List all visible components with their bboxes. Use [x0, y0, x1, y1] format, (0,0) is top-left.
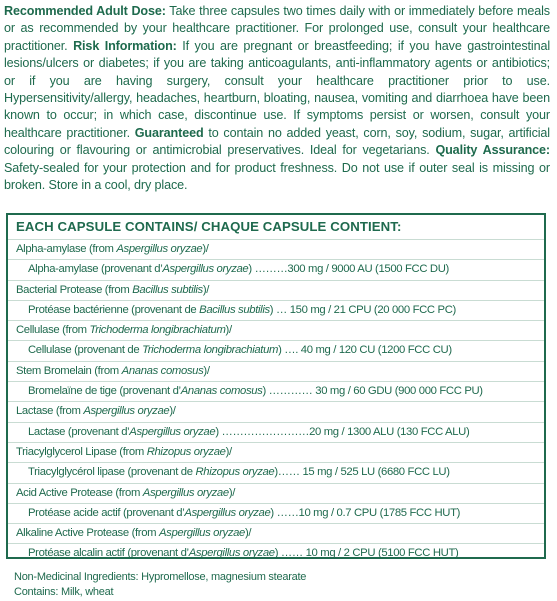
- ingredient-row-fr: [8, 381, 544, 401]
- species-name: Aspergillus oryzae: [162, 263, 249, 276]
- ingredient-text: )…… 15 mg / 525 LU (6680 FCC LU): [274, 466, 450, 479]
- dose-heading: Quality Assurance:: [435, 143, 550, 158]
- dose-text: to contain no added yeast, corn, soy, sodium, sugar, artificial colouring or flavouring or antimicrobial preservatives. Ideal for vegetarians.: [4, 125, 550, 158]
- ingredient-text: Cellulase (from: [16, 324, 90, 337]
- species-name: Aspergillus oryzae: [184, 506, 271, 519]
- ingredient-text: ) …… 10 mg / 2 CPU (5100 FCC HUT): [274, 547, 459, 560]
- ingredient-text: ) ……10 mg / 0.7 CPU (1785 FCC HUT): [270, 506, 461, 519]
- ingredient-text: Stem Bromelain (from: [16, 364, 122, 377]
- ingredient-text: Triacylglycerol Lipase (from: [16, 445, 147, 458]
- ingredient-row-fr: [8, 543, 544, 563]
- capsule-contents-heading: EACH CAPSULE CONTAINS/ CHAQUE CAPSULE CONTIENT:: [16, 219, 402, 234]
- ingredient-text: ) ………300 mg / 9000 AU (1500 FCC DU): [248, 263, 449, 276]
- species-name: Trichoderma longibrachiatum: [89, 324, 226, 337]
- ingredient-text: Alpha-amylase (provenant d’: [28, 263, 163, 276]
- ingredient-row-fr: [8, 462, 544, 482]
- ingredient-text: Acid Active Protease (from: [16, 486, 143, 499]
- ingredient-text: ) …. 40 mg / 120 CU (1200 FCC CU): [278, 344, 452, 357]
- ingredient-row-en: [8, 442, 544, 462]
- species-name: Rhizopus oryzae: [146, 445, 226, 458]
- dose-heading: Recommended Adult Dose:: [4, 4, 166, 18]
- ingredient-text: )/: [228, 486, 236, 499]
- ingredient-row-en: [8, 239, 544, 259]
- ingredient-list: [8, 239, 544, 564]
- species-name: Aspergillus oryzae: [188, 547, 275, 560]
- species-name: Trichoderma longibrachiatum: [142, 344, 279, 357]
- species-name: Aspergillus oryzae: [83, 405, 170, 418]
- species-name: Aspergillus oryzae: [116, 243, 203, 255]
- dose-heading: Guaranteed: [134, 125, 204, 140]
- ingredient-text: ) … 150 mg / 21 CPU (20 000 FCC PC): [269, 303, 456, 316]
- dose-heading: Risk Information:: [73, 38, 177, 53]
- species-name: Bacillus subtilis: [199, 303, 270, 316]
- ingredient-text: Triacylglycérol lipase (provenant de: [28, 466, 196, 479]
- ingredient-text: )/: [225, 324, 232, 337]
- dose-text: If you are pregnant or breastfeeding; if you have gastrointestinal lesions/ulcers or diabetes; if you are taking anticoagulants, anti-inflammatory agents or antibiotics; or if you are having surgery, consult your healthcare practitioner prior to use. Hypersensitivity/allergy, headaches, heartburn, bloating, nausea, vomiting and diarrhoea have been known to occur; in which case, discontinue use. If symptoms persist or worsen, consult your healthcare practitioner.: [4, 38, 551, 140]
- ingredient-row-fr: [8, 422, 544, 442]
- ingredient-row-en: [8, 523, 544, 543]
- ingredient-text: Bacterial Protease (from: [16, 283, 133, 296]
- ingredient-row-fr: [8, 503, 544, 523]
- ingredient-text: )/: [225, 445, 232, 458]
- species-name: Ananas comosus: [121, 364, 204, 377]
- species-name: Aspergillus oryzae: [142, 486, 229, 499]
- ingredient-text: Lactase (from: [16, 405, 84, 418]
- ingredient-text: Protéase alcalin actif (provenant d’: [28, 547, 189, 560]
- ingredient-text: )/: [203, 364, 210, 377]
- ingredient-text: Alpha-amylase (from: [16, 243, 117, 255]
- allergen-contains: Contains: Milk, wheat: [14, 585, 114, 598]
- ingredient-text: ) ……………………20 mg / 1300 ALU (130 FCC ALU): [215, 425, 470, 438]
- footer: [14, 570, 306, 599]
- ingredient-text: Alkaline Active Protease (from: [16, 527, 159, 540]
- ingredient-row-fr: [8, 300, 544, 320]
- ingredient-text: ) ………… 30 mg / 60 GDU (900 000 FCC PU): [262, 385, 483, 398]
- capsule-contents-box: [6, 213, 546, 559]
- ingredient-row-en: [8, 483, 544, 503]
- ingredient-text: )/: [202, 243, 209, 255]
- ingredient-text: )/: [245, 527, 252, 540]
- ingredient-row-en: [8, 280, 544, 300]
- ingredient-text: Bromelaïne de tige (provenant d’: [28, 385, 181, 398]
- ingredient-row-fr: [8, 340, 544, 360]
- ingredient-row-en: [8, 401, 544, 421]
- species-name: Aspergillus oryzae: [158, 527, 245, 540]
- species-name: Rhizopus oryzae: [195, 466, 275, 479]
- species-name: Aspergillus oryzae: [129, 425, 216, 438]
- ingredient-row-en: [8, 320, 544, 340]
- ingredient-text: )/: [169, 405, 176, 418]
- ingredient-text: Lactase (provenant d’: [28, 425, 130, 438]
- ingredient-row-en: [8, 361, 544, 381]
- ingredient-text: Protéase acide actif (provenant d’: [28, 506, 185, 519]
- ingredient-text: )/: [202, 283, 210, 296]
- dose-text: Safety-sealed for your protection and for product freshness. Do not use if outer seal is missing or broken. Store in a cool, dry place.: [4, 160, 550, 193]
- ingredient-text: Cellulase (provenant de: [28, 344, 143, 357]
- non-medicinal-ingredients: Non-Medicinal Ingredients: Hypromellose, magnesium stearate: [14, 571, 307, 583]
- ingredient-row-fr: [8, 259, 544, 279]
- dose-text: Take three capsules two times daily with or immediately before meals or as recommended by your healthcare practitioner. For prolonged use, consult your healthcare practitioner.: [4, 4, 550, 53]
- species-name: Ananas comosus: [180, 385, 263, 398]
- ingredient-text: Protéase bactérienne (provenant de: [28, 303, 200, 316]
- species-name: Bacillus subtilis: [132, 283, 203, 296]
- dose-paragraph: [4, 3, 550, 194]
